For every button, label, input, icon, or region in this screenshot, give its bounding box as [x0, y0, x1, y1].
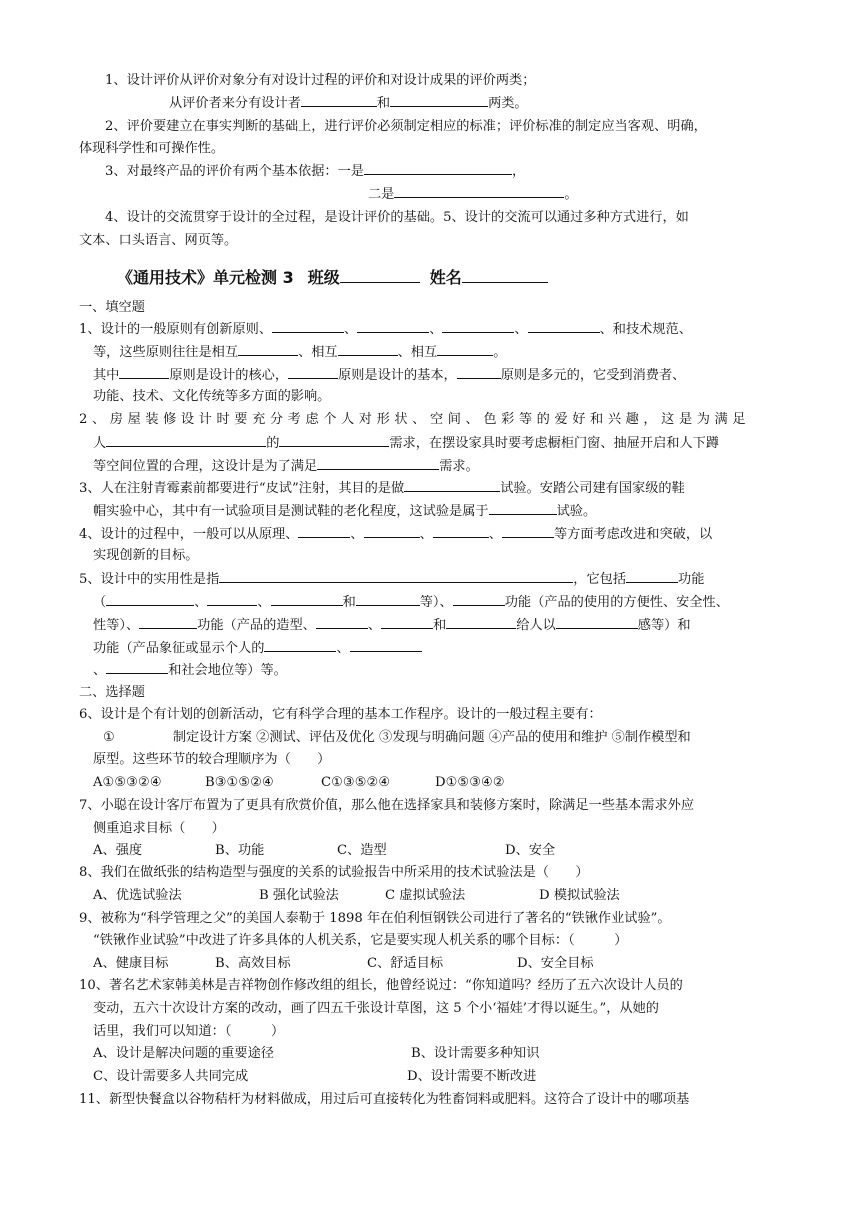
- option-b[interactable]: B、高效目标: [215, 956, 291, 971]
- option-b[interactable]: B 强化试验法: [259, 888, 339, 903]
- blank[interactable]: [528, 318, 600, 333]
- q3-line-1: 3、人在注射青霉素前都要进行“皮试”注射，其目的是做 试验。安踏公司建有国家级的鞋: [79, 477, 685, 500]
- blank[interactable]: [139, 614, 197, 629]
- option-c[interactable]: C、设计需要多人共同完成: [93, 1069, 249, 1084]
- q6-line-2: ① 制定设计方案 ②测试、评估及优化 ③发现与明确问题 ④产品的使用和维护 ⑤制作模型和: [103, 730, 691, 745]
- option-c[interactable]: C、舒适目标: [367, 956, 444, 971]
- blank[interactable]: [381, 614, 433, 629]
- blank[interactable]: [106, 591, 194, 606]
- blank[interactable]: [106, 659, 168, 674]
- blank[interactable]: [271, 591, 343, 606]
- option-d[interactable]: D、安全: [505, 843, 556, 858]
- q2-line-2: 人 的 需求，在摆设家具时要考虑橱柜门窗、抽屉开启和人下蹲: [93, 432, 719, 455]
- q5-line-2: （ 、 、 和 等）、 功能（产品的使用的方便性、安全性、: [93, 591, 729, 614]
- intro-line-7: 4、设计的交流贯穿于设计的全过程，是设计评价的基础。5、设计的交流可以通过多种方式进行，如: [105, 210, 689, 225]
- blank[interactable]: [272, 318, 344, 333]
- q5-line-3: 性等）、 功能（产品的造型、 、 和 给人以 感等）和: [93, 614, 691, 637]
- option-d[interactable]: D 模拟试验法: [539, 888, 620, 903]
- blank[interactable]: [442, 318, 514, 333]
- option-a[interactable]: A、健康目标: [93, 956, 169, 971]
- section-heading-choice: 二、选择题: [79, 685, 145, 700]
- blank[interactable]: [489, 500, 557, 515]
- option-b[interactable]: B、功能: [215, 843, 265, 858]
- q2-line-3: 等空间位置的合理，这设计是为了满足 需求。: [93, 455, 479, 478]
- option-a[interactable]: A、设计是解决问题的重要途径: [93, 1046, 274, 1061]
- option-a[interactable]: A、优选试验法: [93, 888, 182, 903]
- q2-line-1: 2、房屋装修设计时要充分考虑个人对形状、空间、色彩等的爱好和兴趣，这是为满足: [79, 412, 751, 427]
- intro-line-8: 文本、口头语言、网页等。: [79, 233, 238, 248]
- blank[interactable]: [626, 568, 678, 583]
- blank[interactable]: [356, 591, 420, 606]
- blank[interactable]: [316, 614, 368, 629]
- blank[interactable]: [364, 160, 512, 175]
- blank[interactable]: [264, 637, 336, 652]
- blank[interactable]: [457, 364, 501, 379]
- blank[interactable]: [207, 591, 257, 606]
- q5-line-4: 功能（产品象征或显示个人的 、: [93, 637, 422, 660]
- blank[interactable]: [219, 568, 573, 583]
- q1-line-2: 等，这些原则往往是相互 、相互 、相互 。: [93, 341, 506, 364]
- blank[interactable]: [556, 614, 638, 629]
- option-c[interactable]: C①③⑤②④: [321, 775, 391, 790]
- section-heading-fill: 一、填空题: [79, 300, 145, 315]
- blank[interactable]: [433, 523, 489, 538]
- q1-line-1: 1、设计的一般原则有创新原则、 、 、 、 、和技术规范、: [79, 318, 692, 341]
- q7-line-1: 7、小聪在设计客厅布置为了更具有欣赏价值，那么他在选择家具和装修方案时，除满足一些基本需求外应: [79, 798, 695, 813]
- q4-line-2: 实现创新的目标。: [93, 548, 199, 563]
- q7-line-2: 侧重追求目标（ ）: [93, 821, 225, 836]
- intro-line-2: 从评价者来分有设计者 和 两类。: [169, 92, 528, 115]
- blank[interactable]: [279, 432, 389, 447]
- blank[interactable]: [301, 92, 377, 107]
- q1-line-4: 功能、技术、文化传统等多方面的影响。: [93, 389, 331, 404]
- blank[interactable]: [288, 364, 338, 379]
- blank[interactable]: [390, 92, 488, 107]
- q4-line-1: 4、设计的过程中，一般可以从原理、 、 、 、 等方面考虑改进和突破，以: [79, 523, 712, 546]
- intro-line-4: 体现科学性和可操作性。: [79, 141, 225, 156]
- intro-line-5: 3、对最终产品的评价有两个基本依据：一是 ，: [105, 160, 525, 183]
- q9-line-1: 9、被称为“科学管理之父”的美国人泰勒于 1898 年在伯利恒钢铁公司进行了著名的“铁锹作业试验”。: [79, 911, 671, 926]
- option-b[interactable]: B③①⑤②④: [205, 775, 274, 790]
- q10-line-2: 变动，五六十次设计方案的改动，画了四五千张设计草图，这 5 个小‘福娃’才得以诞生。”，从她的: [93, 1001, 659, 1016]
- blank[interactable]: [338, 341, 398, 356]
- intro-line-1: 1、设计评价从评价对象分有对设计过程的评价和对设计成果的评价两类；: [105, 73, 536, 88]
- q9-line-2: “铁锹作业试验”中改进了许多具体的人机关系，它是要实现人机关系的哪个目标：（ ）: [93, 933, 628, 948]
- q10-line-3: 话里，我们可以知道：（ ）: [93, 1024, 285, 1039]
- blank[interactable]: [298, 523, 350, 538]
- blank[interactable]: [106, 432, 266, 447]
- q6-line-3: 原型。这些环节的较合理顺序为（ ）: [93, 752, 331, 767]
- name-blank[interactable]: [462, 265, 548, 283]
- option-a[interactable]: A、强度: [93, 843, 143, 858]
- blank[interactable]: [238, 341, 298, 356]
- blank[interactable]: [446, 614, 516, 629]
- q1-line-3: 其中 原则是设计的核心， 原则是设计的基本， 原则是多元的，它受到消费者、: [93, 364, 685, 387]
- blank[interactable]: [317, 455, 439, 470]
- q11-line-1: 11、新型快餐盒以谷物秸杆为材料做成，用过后可直接转化为牲畜饲料或肥料。这符合了设计中的哪项基: [79, 1092, 690, 1107]
- q3-line-2: 帽实验中心，其中有一试验项目是测试鞋的老化程度，这试验是属于 试验。: [93, 500, 596, 523]
- blank[interactable]: [502, 523, 554, 538]
- option-a[interactable]: A①⑤③②④: [93, 775, 162, 790]
- blank[interactable]: [357, 318, 429, 333]
- option-d[interactable]: D、设计需要不断改进: [407, 1069, 537, 1084]
- page-title: 《通用技术》单元检测 3 班级 姓名: [117, 265, 548, 289]
- class-blank[interactable]: [340, 265, 420, 283]
- blank[interactable]: [437, 341, 493, 356]
- q10-line-1: 10、著名艺术家韩美林是吉祥物创作修改组的组长，他曾经说过：“你知道吗？经历了五六次设计人员的: [79, 978, 683, 993]
- blank[interactable]: [453, 591, 505, 606]
- q6-line-1: 6、设计是个有计划的创新活动，它有科学合理的基本工作程序。设计的一般过程主要有：: [79, 707, 602, 722]
- option-c[interactable]: C、造型: [337, 843, 387, 858]
- q5-line-5: 、 和社会地位等）等。: [93, 659, 287, 682]
- blank[interactable]: [364, 523, 420, 538]
- option-c[interactable]: C 虚拟试验法: [385, 888, 466, 903]
- blank[interactable]: [350, 637, 422, 652]
- option-b[interactable]: B、设计需要多种知识: [411, 1046, 540, 1061]
- q8-line-1: 8、我们在做纸张的结构造型与强度的关系的试验报告中所采用的技术试验法是（ ）: [79, 865, 589, 880]
- blank[interactable]: [404, 477, 500, 492]
- intro-line-3: 2、评价要建立在事实判断的基础上，进行评价必须制定相应的标准；评价标准的制定应当客观、明确，: [105, 119, 707, 134]
- blank[interactable]: [119, 364, 169, 379]
- option-d[interactable]: D、安全目标: [517, 956, 594, 971]
- blank[interactable]: [394, 183, 564, 198]
- intro-line-6: 二是 。: [368, 183, 578, 206]
- option-d[interactable]: D①⑤③④②: [435, 775, 505, 790]
- q5-line-1: 5、设计中的实用性是指 ，它包括 功能: [79, 568, 704, 591]
